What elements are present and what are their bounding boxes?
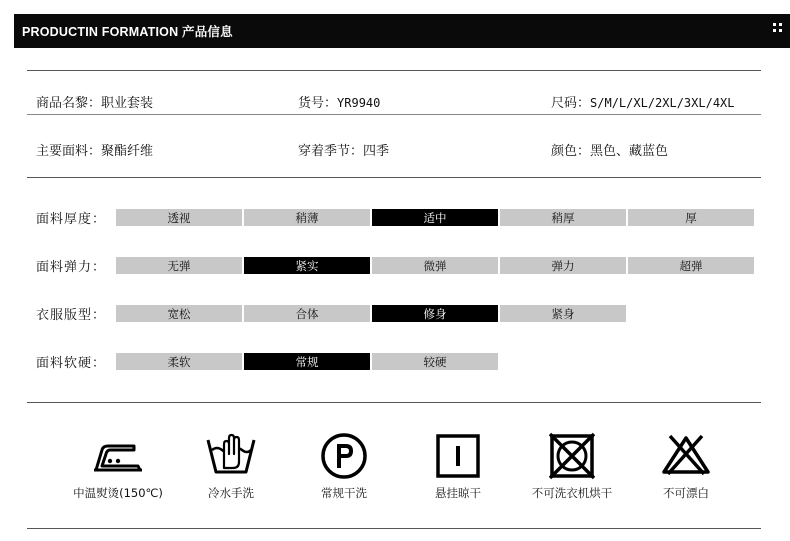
care-label: 不可洗衣机烘干 [531, 486, 613, 500]
hang-dry-icon [436, 434, 480, 478]
rating-option[interactable]: 较硬 [372, 353, 498, 370]
rating-option[interactable]: 无弹 [116, 257, 242, 274]
info-name-value: 职业套装 [101, 96, 154, 111]
care-label: 常规干洗 [321, 486, 367, 500]
rating-option[interactable]: 修身 [372, 305, 498, 322]
info-season [298, 140, 389, 159]
info-season-label: 穿着季节： [298, 144, 364, 159]
info-name [36, 92, 153, 111]
info-season-value: 四季 [363, 144, 390, 159]
rating-option[interactable]: 紧实 [244, 257, 370, 274]
info-fabric [36, 140, 153, 159]
info-fabric-value: 聚酯纤维 [101, 144, 154, 159]
divider [27, 114, 761, 115]
rating-label: 面料厚度： [36, 212, 107, 227]
info-size-label: 尺码： [551, 96, 591, 111]
rating-label: 面料弹力： [36, 260, 107, 275]
divider [27, 177, 761, 178]
info-name-label: 商品名黎： [36, 96, 102, 111]
header-bar [14, 14, 790, 48]
rating-label: 面料软硬： [36, 356, 107, 371]
rating-option[interactable]: 厚 [628, 209, 754, 226]
dry-clean-p-icon [320, 432, 368, 480]
iron-icon [90, 436, 146, 476]
rating-option[interactable]: 稍薄 [244, 209, 370, 226]
divider [27, 70, 761, 71]
rating-option[interactable]: 透视 [116, 209, 242, 226]
rating-label: 衣服版型： [36, 308, 107, 323]
rating-option[interactable]: 柔软 [116, 353, 242, 370]
rating-option[interactable]: 稍厚 [500, 209, 626, 226]
info-sku-value: YR9940 [337, 96, 381, 110]
no-tumble-dry-icon [548, 432, 596, 480]
care-label: 冷水手洗 [208, 486, 254, 500]
care-label: 中温熨烫(150℃) [73, 486, 163, 500]
rating-option[interactable]: 紧身 [500, 305, 626, 322]
no-bleach-icon [660, 434, 712, 476]
info-color [551, 140, 668, 159]
info-size [551, 92, 735, 111]
rating-option[interactable]: 微弹 [372, 257, 498, 274]
page-title: PRODUCTIN FORMATION 产品信息 [22, 25, 233, 39]
rating-option[interactable]: 常规 [244, 353, 370, 370]
rating-option[interactable]: 超弹 [628, 257, 754, 274]
info-color-value: 黑色、藏蓝色 [590, 144, 669, 159]
info-color-label: 颜色： [551, 144, 591, 159]
rating-option[interactable]: 弹力 [500, 257, 626, 274]
divider [27, 528, 761, 529]
rating-option[interactable]: 适中 [372, 209, 498, 226]
info-sku-label: 货号： [298, 96, 338, 111]
care-label: 悬挂晾干 [435, 486, 481, 500]
care-label: 不可漂白 [663, 486, 709, 500]
info-size-value: S/M/L/XL/2XL/3XL/4XL [590, 96, 735, 110]
info-sku [298, 92, 380, 111]
grid-dots-icon[interactable] [773, 23, 782, 32]
info-fabric-label: 主要面料： [36, 144, 102, 159]
rating-option[interactable]: 合体 [244, 305, 370, 322]
divider [27, 402, 761, 403]
hand-wash-icon [206, 432, 256, 476]
rating-option[interactable]: 宽松 [116, 305, 242, 322]
